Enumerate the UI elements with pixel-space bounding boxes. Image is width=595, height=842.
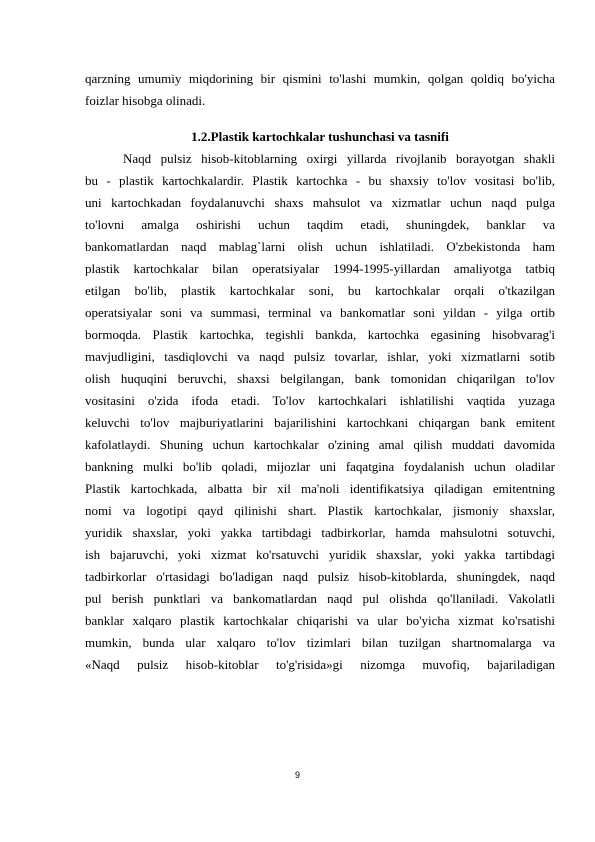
paragraph-line: uni kartochkadan foydalanuvchi shaxs mahsulot va xizmatlar uchun naqd pulga	[85, 195, 555, 210]
paragraph-line: nomi va logotipi qayd qilinishi shart. Plastik kartochkalar, jismoniy shaxslar,	[85, 503, 555, 518]
document-page	[85, 68, 555, 676]
paragraph-line: yuridik shaxslar, yoki yakka tartibdagi tadbirkorlar, hamda mahsulotni sotuvchi,	[85, 525, 555, 540]
section-title: 1.2.Plastik kartochkalar tushunchasi va tasnifi	[191, 129, 449, 144]
paragraph-line: plastik kartochkalar bilan operatsiyalar 1994-1995-yillardan amaliyotga tatbiq	[85, 261, 555, 276]
paragraph-line: tadbirkorlar o'rtasidagi bo'ladigan naqd pulsiz hisob-kitoblarda, shuningdek, naqd	[85, 569, 555, 584]
paragraph-line: to'lovni amalga oshirishi uchun taqdim etadi, shuningdek, banklar va	[85, 217, 555, 232]
paragraph-line: bankning mulki bo'lib qoladi, mijozlar uni faqatgina foydalanish uchun oladilar	[85, 459, 555, 474]
paragraph-line: kafolatlaydi. Shuning uchun kartochkalar o'zining amal qilish muddati davomida	[85, 437, 555, 452]
paragraph-line: olish huquqini beruvchi, shaxsi belgilangan, bank tomonidan chiqarilgan to'lov	[85, 371, 555, 386]
paragraph-line: banklar xalqaro plastik kartochkalar chiqarishi va ular bo'yicha xizmat ko'rsatishi	[85, 613, 555, 628]
paragraph-line: keluvchi to'lov majburiyatlarini bajarilishini kartochkani chiqargan bank emitent	[85, 415, 555, 430]
paragraph-line: etilgan bo'lib, plastik kartochkalar soni, bu kartochkalar orqali o'tkazilgan	[85, 283, 555, 298]
page-number: 9	[294, 770, 300, 780]
paragraph-line: bormoqda. Plastik kartochka, tegishli bankda, kartochka egasining hisobvarag'i	[85, 327, 555, 342]
body-paragraph	[85, 148, 555, 676]
intro-line: qarzning umumiy miqdorining bir qismini to'lashi mumkin, qolgan qoldiq bo'yicha	[85, 71, 555, 86]
paragraph-line: Plastik kartochkada, albatta bir xil ma'noli identifikatsiya qiladigan emitentning	[85, 481, 555, 496]
paragraph-line: pul berish punktlari va bankomatlardan naqd pul olishda qo'llaniladi. Vakolatli	[85, 591, 555, 606]
paragraph-line: «Naqd pulsiz hisob-kitoblar to'g'risida»gi nizomga muvofiq, bajariladigan	[85, 657, 555, 672]
paragraph-line: vositasini o'zida ifoda etadi. To'lov kartochkalari ishlatilishi vaqtida yuzaga	[85, 393, 555, 408]
intro-line: foizlar hisobga olinadi.	[85, 93, 206, 108]
paragraph-line: mavjudligini, tasdiqlovchi va naqd pulsiz tovarlar, ishlar, yoki xizmatlarni sotib	[85, 349, 555, 364]
paragraph-line: bu - plastik kartochkalardir. Plastik kartochka - bu shaxsiy to'lov vositasi bo'lib,	[85, 173, 555, 188]
paragraph-line: ish bajaruvchi, yoki xizmat ko'rsatuvchi yuridik shaxslar, yoki yakka tartibdagi	[85, 547, 555, 562]
paragraph-line: bankomatlardan naqd mablag`larni olish uchun ishlatiladi. O'zbekistonda ham	[85, 239, 555, 254]
paragraph-line: mumkin, bunda ular xalqaro to'lov tizimlari bilan tuzilgan shartnomalarga va	[85, 635, 555, 650]
paragraph-line: Naqd pulsiz hisob-kitoblarning oxirgi yillarda rivojlanib borayotgan shakli	[123, 151, 555, 166]
paragraph-line: operatsiyalar soni va summasi, terminal va bankomatlar soni yildan - yilga ortib	[85, 305, 555, 320]
